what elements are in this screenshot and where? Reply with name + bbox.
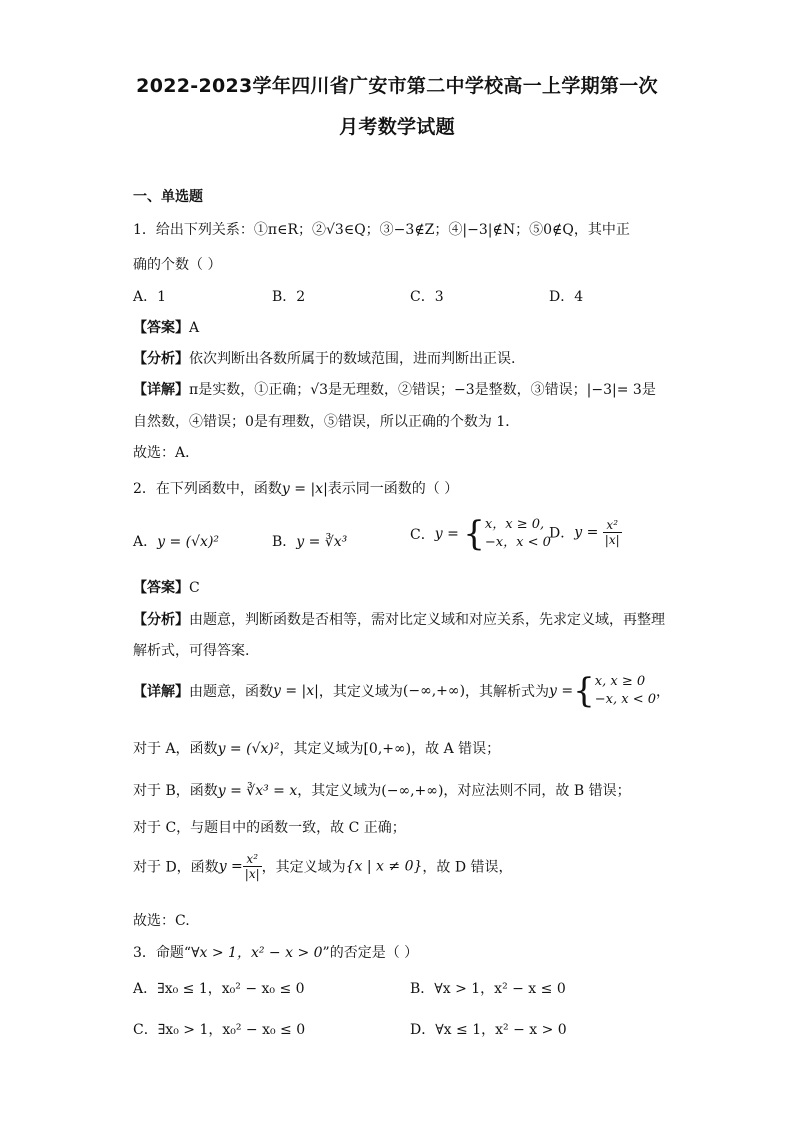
q2-option-d-label: D． [549,525,575,542]
analysis-text: 依次判断出各数所属于的数域范围，进而判断出正误. [189,351,516,367]
detail-pre: 由题意，函数 [189,684,273,700]
q2-answer [133,577,200,597]
q2-option-b-analysis [133,780,631,800]
answer-tag: 【答案】 [133,580,189,596]
detail-text: π是实数，①正确；√3是无理数，②错误；−3是整数，③错误；|−3|= 3是 [189,382,656,398]
detail-tag: 【详解】 [133,684,189,700]
q2-stem-post: 表示同一函数的（ ） [327,481,459,497]
a-end: ，故 A 错误； [411,741,501,757]
analysis-tag: 【分析】 [133,351,189,367]
q2-stem-pre: 2．在下列函数中，函数 [133,481,282,497]
q1-option-c: C．3 [410,289,444,305]
case-1: x, x ≥ 0 [594,674,646,689]
b-mid: ，其定义域为 [297,783,382,799]
q2-option-a-label: A． [133,534,158,550]
detail-domain: (−∞,+∞) [402,683,466,699]
q1-option-a: A．1 [133,289,167,305]
q2-option-c-analysis: 对于 C，与题目中的函数一致，故 C 正确； [133,820,406,836]
q2-stem [133,478,458,498]
denominator: |x| [244,867,260,881]
a-domain: [0,+∞) [363,741,412,757]
q3-option-b: B．∀x > 1，x² − x ≤ 0 [410,981,566,997]
title-line-2: 月考数学试题 [339,116,455,138]
left-brace-icon: { [463,514,485,554]
q1-stem-line-1: 1．给出下列关系：①π∈R；②√3∈Q；③−3∉Z；④|−3|∉N；⑤0∉Q，其中正 [133,222,630,238]
denominator: |x| [604,533,620,547]
d-mid: ，其定义域为 [261,859,346,876]
q1-detail-line-1 [133,379,656,399]
case-1: x，x ≥ 0, [484,517,545,532]
q3-stem-math: ∀x > 1，x² − x > 0 [191,945,323,961]
q2-option-b [272,531,347,551]
answer-value: A [189,320,200,336]
q2-option-a [133,531,219,551]
d-pre: 对于 D，函数 [133,859,219,876]
q2-analysis-line-1 [133,609,665,629]
answer-tag: 【答案】 [133,320,189,336]
q3-stem-post: ”的否定是（ ） [322,945,419,961]
answer-value: C [189,580,200,596]
q2-option-d-prefix: y = [574,524,599,541]
q1-option-d: D．4 [549,289,584,305]
q2-option-b-label: B． [272,534,297,550]
q2-option-d [549,518,622,547]
left-brace-icon: { [573,671,595,711]
d-end: ，故 D 错误， [422,859,513,876]
numerator: x² [243,852,262,867]
title-line-1: 2022-2023学年四川省广安市第二中学校高一上学期第一次 [136,75,658,97]
q2-analysis-line-2: 解析式，可得答案. [133,643,250,659]
q3-stem-pre: 3．命题“ [133,945,192,961]
d-fraction [243,852,262,881]
q3-option-a: A．∃x₀ ≤ 1，x₀² − x₀ ≤ 0 [133,981,305,997]
analysis-text: 由题意，判断函数是否相等，需对比定义域和对应关系，先求定义域，再整理 [189,612,665,628]
q1-choose: 故选：A． [133,445,200,461]
q2-option-a-math: y = (√x)² [157,534,220,550]
detail-function: y = |x| [273,683,319,699]
q2-option-c-cases [485,516,551,552]
detail-mid-2: ，其解析式为 [465,684,550,700]
q1-detail-line-2: 自然数，④错误；0是有理数，⑤错误，所以正确的个数为 1． [133,414,520,430]
case-2: −x，x < 0 [484,535,551,550]
case-2: −x, x < 0 [594,692,657,707]
a-pre: 对于 A，函数 [133,741,218,757]
d-function-prefix: y = [218,858,243,875]
q3-option-c: C．∃x₀ > 1，x₀² − x₀ ≤ 0 [133,1022,306,1038]
q3-option-d: D．∀x ≤ 1，x² − x > 0 [410,1022,567,1038]
q2-option-a-analysis [133,738,500,758]
analysis-tag: 【分析】 [133,612,189,628]
a-function: y = (√x)² [217,741,280,757]
q3-stem [133,942,418,962]
detail-end: ， [656,684,671,700]
q1-stem-line-2: 确的个数（ ） [133,257,222,273]
q1-option-b: B．2 [272,289,306,305]
q2-option-b-math: y = ∛x³ [296,534,348,550]
q1-answer [133,317,199,337]
q2-choose: 故选：C. [133,913,190,929]
b-function: y = ∛x³ = x [217,783,298,799]
q2-option-c-label: C． [410,527,435,543]
detail-cases [595,673,656,709]
q2-option-c [410,516,551,552]
q1-analysis [133,348,515,368]
q2-option-d-analysis [133,852,513,881]
detail-mid: ，其定义域为 [318,684,403,700]
b-domain: (−∞,+∞) [381,783,444,799]
q2-option-d-fraction [603,518,622,547]
b-pre: 对于 B，函数 [133,783,218,799]
q2-detail-line [133,673,670,709]
numerator: x² [603,518,622,533]
section-heading: 一、单选题 [133,189,203,205]
detail-tag: 【详解】 [133,382,189,398]
d-domain: {x | x ≠ 0} [345,858,423,875]
b-end: ，对应法则不同，故 B 错误； [443,783,631,799]
detail-case-prefix: y = [549,683,574,699]
q2-stem-function: y = |x| [281,481,328,497]
q2-option-c-prefix: y = [434,526,459,542]
a-mid: ，其定义域为 [279,741,364,757]
